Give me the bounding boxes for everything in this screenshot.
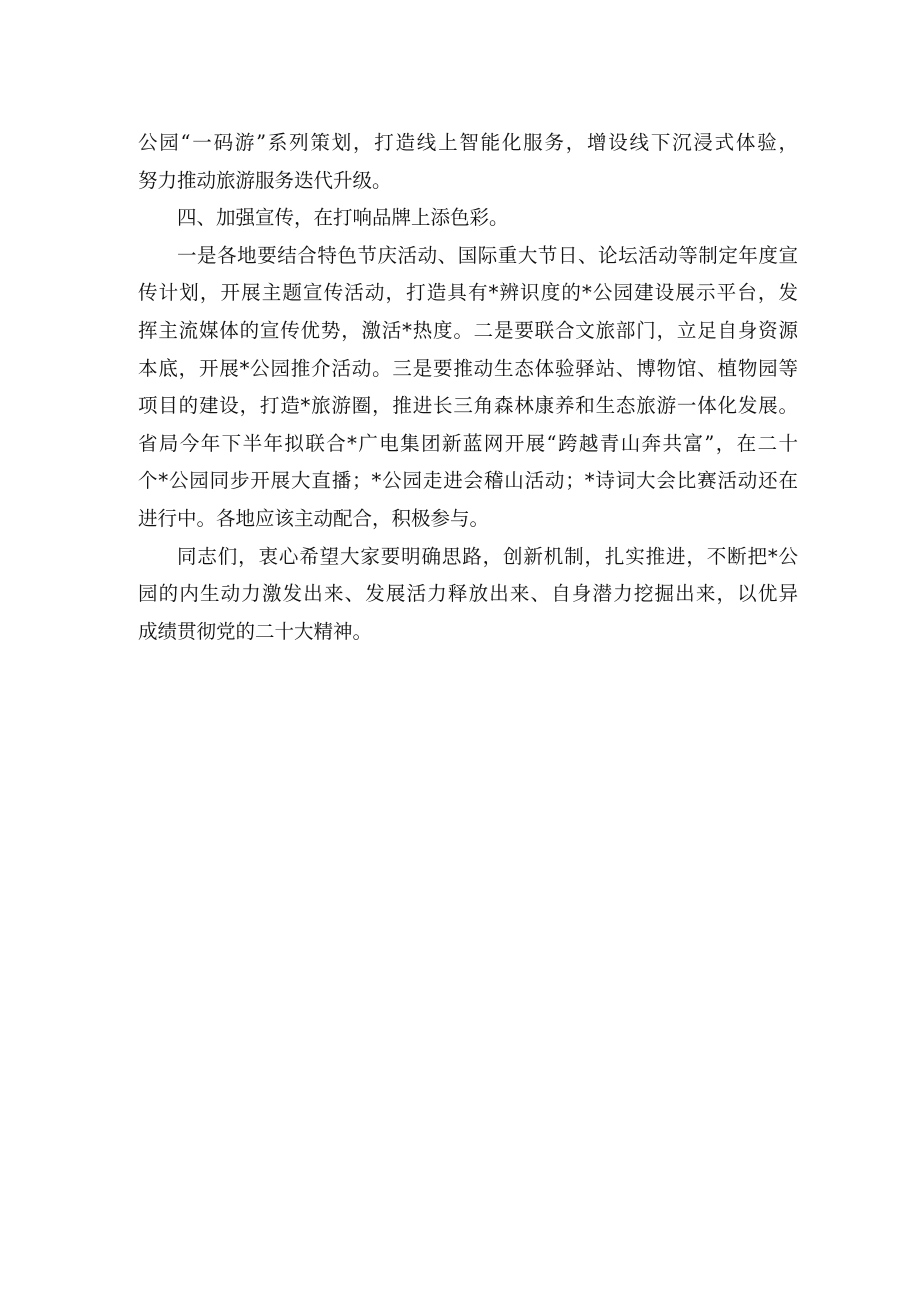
paragraph-3	[138, 237, 798, 538]
section-heading	[138, 199, 798, 237]
document-body	[138, 124, 798, 650]
paragraph-line: 挥主流媒体的宣传优势，激活*热度。二是要联合文旅部门，立足自身资源	[138, 318, 798, 342]
paragraph-line: 进行中。各地应该主动配合，积极参与。	[138, 506, 490, 530]
paragraph-line: 个*公园同步开展大直播；*公园走进会稽山活动；*诗词大会比赛活动还在	[138, 469, 798, 493]
paragraph-line: 成绩贯彻党的二十大精神。	[138, 619, 373, 643]
paragraph-4	[138, 538, 798, 651]
paragraph-line: 本底，开展*公园推介活动。三是要推动生态体验驿站、博物馆、植物园等	[138, 356, 798, 380]
paragraph-line: 省局今年下半年拟联合*广电集团新蓝网开展“跨越青山奔共富”，在二十	[138, 431, 798, 455]
paragraph-1	[138, 124, 798, 199]
paragraph-line: 公园“一码游”系列策划，打造线上智能化服务，增设线下沉浸式体验，	[138, 131, 798, 154]
paragraph-line: 项目的建设，打造*旅游圈，推进长三角森林康养和生态旅游一体化发展。	[138, 394, 798, 418]
section-heading-text: 四、加强宣传，在打响品牌上添色彩。	[177, 206, 509, 230]
paragraph-line: 同志们，衷心希望大家要明确思路，创新机制，扎实推进，不断把*公	[177, 544, 798, 568]
paragraph-line: 园的内生动力激发出来、发展活力释放出来、自身潜力挖掘出来，以优异	[138, 582, 798, 606]
paragraph-line: 一是各地要结合特色节庆活动、国际重大节日、论坛活动等制定年度宣	[177, 243, 798, 267]
paragraph-line: 努力推动旅游服务迭代升级。	[138, 168, 392, 192]
paragraph-line: 传计划，开展主题宣传活动，打造具有*辨识度的*公园建设展示平台，发	[138, 281, 798, 305]
